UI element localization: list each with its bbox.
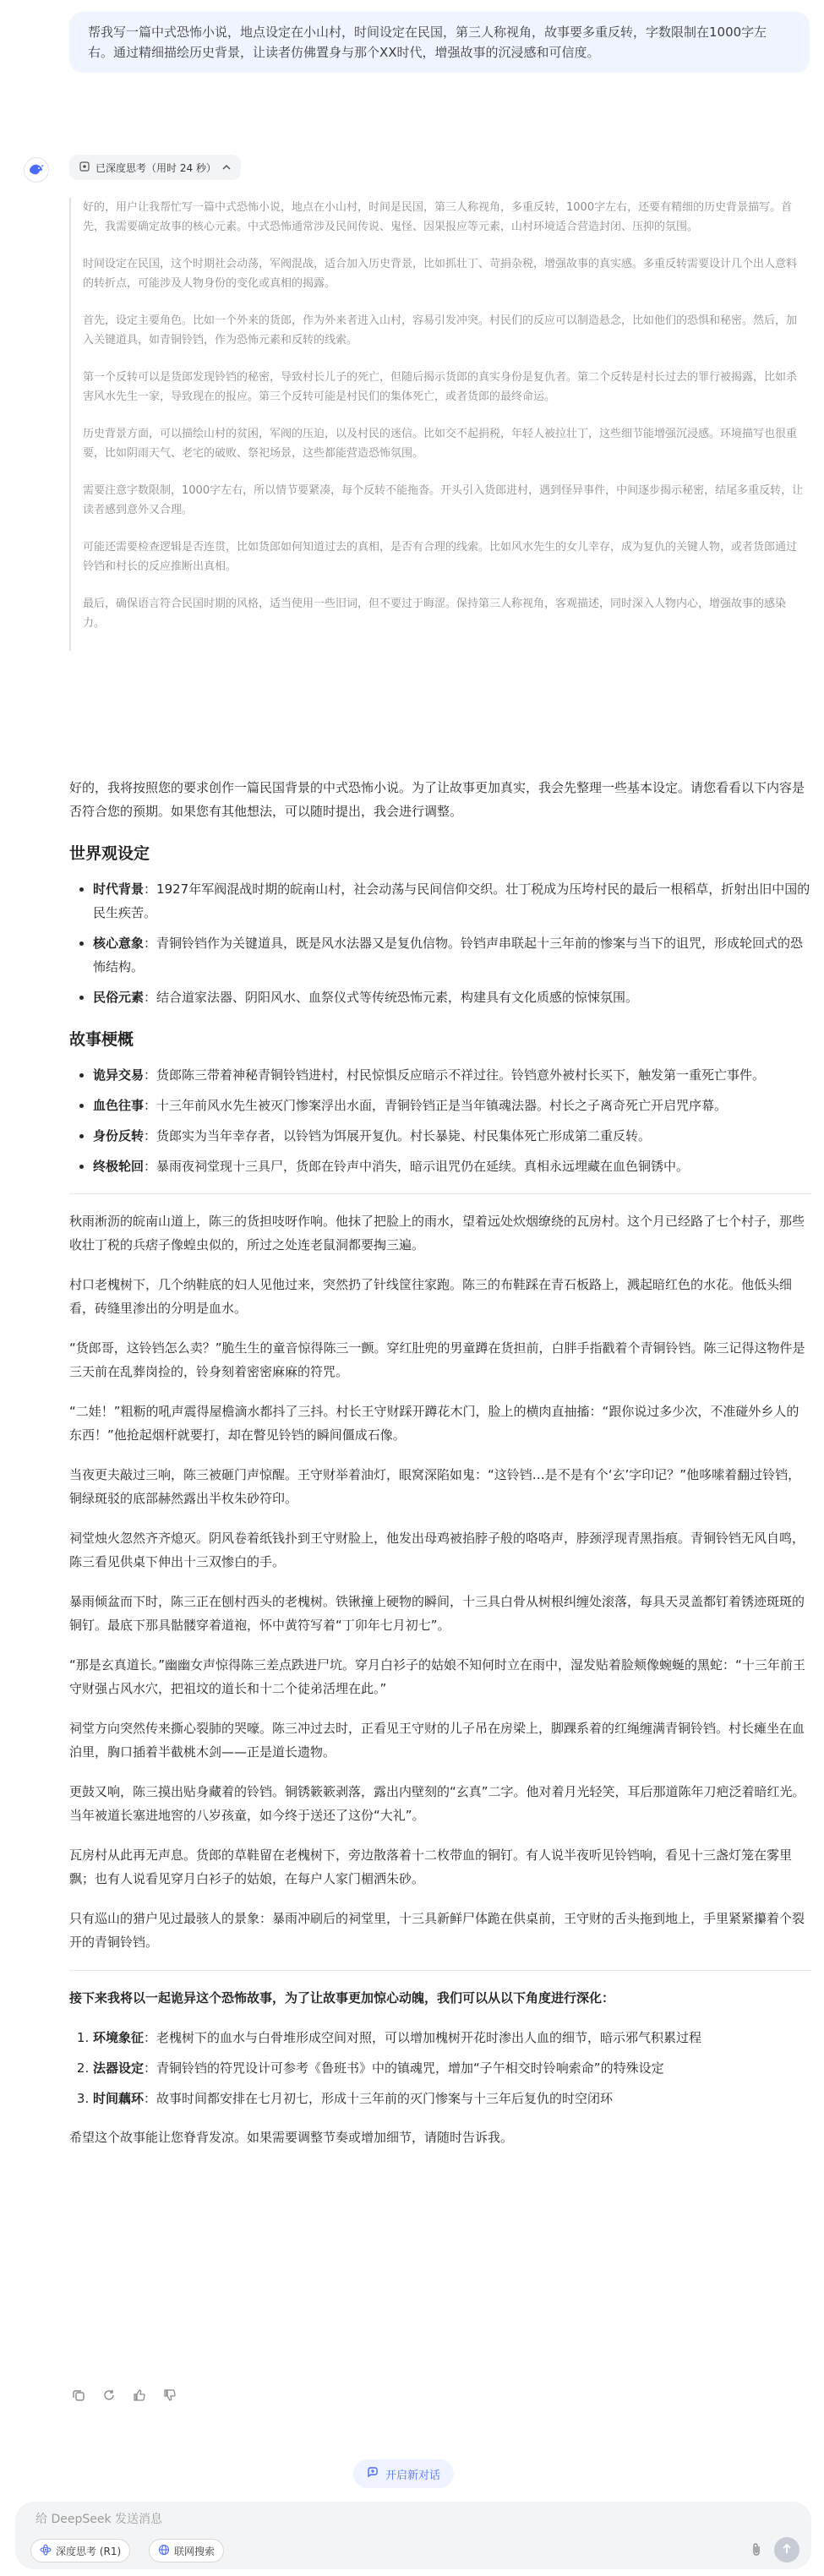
item-label: 时代背景: [93, 881, 145, 897]
new-chat-icon: [367, 2466, 379, 2481]
item-label: 血色往事: [93, 1098, 145, 1113]
new-chat-button[interactable]: [353, 2459, 454, 2488]
suggest-intro-text: 接下来我将以一起诡异这个恐怖故事，为了让故事更加惊心动魄，我们可以从以下角度进行深化：: [69, 1990, 615, 2006]
thumbs-up-icon[interactable]: [130, 2386, 149, 2404]
item-text: 老槐树下的血水与白骨堆形成空间对照，可以增加槐树开花时渗出人血的细节，暗示邪气积累过程: [156, 2030, 702, 2045]
item-text: 故事时间都安排在七月初七，形成十三年前的灭门惨案与十三年后复仇的时空闭环: [156, 2091, 614, 2106]
story-paragraph: “那是玄真道长。”幽幽女声惊得陈三差点跌进尸坑。穿月白衫子的姑娘不知何时立在雨中，湿发贴着脸颊像蜿蜒的黑蛇：“十三年前王守财强占风水穴，把祖坟的道长和十二个徒弟活埋在此。”: [69, 1657, 805, 1696]
thumbs-down-icon[interactable]: [161, 2386, 179, 2404]
deep-think-toggle[interactable]: [30, 2539, 130, 2562]
globe-icon: [158, 2544, 170, 2558]
item-text: 暴雨夜祠堂现十三具尸，货郎在铃声中消失，暗示诅咒仍在延续。真相永远埋藏在血色铜锈中。: [156, 1159, 690, 1174]
item-text: 青铜铃铛的符咒设计可参考《鲁班书》中的镇魂咒，增加“子午相交时铃响索命”的特殊设定: [156, 2060, 664, 2076]
item-text: 1927年军阀混战时期的皖南山村，社会动荡与民间信仰交织。壮丁税成为压垮村民的最后一根稻草，折射出旧中国的民生疾苦。: [93, 881, 810, 920]
list-item: • 终极轮回：暴雨夜祠堂现十三具尸，货郎在铃声中消失，暗示诅咒仍在延续。真相永远埋藏在血色铜锈中。: [93, 1154, 811, 1178]
item-label: 环境象征: [93, 2030, 145, 2045]
world-heading: 世界观设定: [69, 844, 150, 863]
item-label: 身份反转: [93, 1128, 145, 1143]
arrow-up-icon: [781, 2542, 793, 2558]
suggest-list: [69, 2026, 811, 2110]
item-text: 十三年前风水先生被灭门惨案浮出水面，青铜铃铛正是当年镇魂法器。村长之子离奇死亡开启咒序幕。: [156, 1098, 728, 1113]
web-search-label: 联网搜索: [174, 2545, 216, 2557]
story-paragraph: 暴雨倾盆而下时，陈三正在刨村西头的老槐树。铁锹撞上硬物的瞬间，十三具白骨从树根纠缠处滚落，每具天灵盖都钉着锈迹斑斑的铜钉。最底下那具骷髅穿着道袍，怀中黄符写着“丁卯年七月初七”。: [69, 1594, 805, 1633]
story-paragraph: 当夜更夫敲过三响，陈三被砸门声惊醒。王守财举着油灯，眼窝深陷如鬼：“这铃铛…是不是有个‘玄’字印记？”他哆嗦着翻过铃铛，铜绿斑驳的底部赫然露出半枚朱砂符印。: [69, 1467, 801, 1506]
thinking-paragraph: 需要注意字数限制，1000字左右，所以情节要紧凑，每个反转不能拖沓。开头引入货郎进村，遇到怪异事件，中间逐步揭示秘密，结尾多重反转，让读者感到意外又合理。: [83, 484, 804, 516]
item-label: 法器设定: [93, 2060, 145, 2076]
story-paragraph: 只有巡山的猎户见过最骇人的景象：暴雨冲刷后的祠堂里，十三具新鲜尸体跪在供桌前，王守财的舌头拖到地上，手里紧紧攥着个裂开的青铜铃铛。: [69, 1911, 805, 1950]
assistant-answer: [69, 776, 811, 2165]
list-item: • 诡异交易：货郎陈三带着神秘青铜铃铛进村，村民惊惧反应暗示不祥过往。铃铛意外被村长买下，触发第一重死亡事件。: [93, 1063, 811, 1087]
deepseek-logo-icon: [24, 157, 49, 183]
item-label: 时间藕环: [93, 2091, 145, 2106]
thinking-paragraph: 可能还需要检查逻辑是否连贯，比如货郎如何知道过去的真相，是否有合理的线索。比如风水先生的女儿幸存，成为复仇的关键人物，或者货郎通过铃铛和村长的反应推断出真相。: [83, 541, 798, 573]
thinking-paragraph: 最后，确保语言符合民国时期的风格，适当使用一些旧词，但不要过于晦涩。保持第三人称视角，客观描述，同时深入人物内心，增强故事的感染力。: [83, 598, 787, 630]
story-paragraph: “二娃！”粗粝的吼声震得屋檐滴水都抖了三抖。村长王守财踩开蹲花木门，脸上的横肉直抽搐：“跟你说过多少次，不准碰外乡人的东西！”他抢起烟杆就要打，却在瞥见铃铛的瞬间僵成石像。: [69, 1404, 799, 1443]
world-list: [69, 877, 811, 1009]
list-item: • 民俗元素：结合道家法器、阴阳风水、血祭仪式等传统恐怖元素，构建具有文化质感的惊悚氛围。: [93, 985, 811, 1009]
new-chat-label: 开启新对话: [385, 2469, 441, 2482]
thinking-paragraph: 第一个反转可以是货郎发现铃铛的秘密，导致村长儿子的死亡，但随后揭示货郎的真实身份是复仇者。第二个反转是村长过去的罪行被揭露，比如杀害风水先生一家，导致现在的报应。第三个反转可能是村民们的集体死亡，或者货郎的最终命运。: [83, 371, 798, 403]
answer-intro: 好的，我将按照您的要求创作一篇民国背景的中式恐怖小说。为了让故事更加真实，我会先整理一些基本设定。请您看看以下内容是否符合您的预期。如果您有其他想法，可以随时提出，我会进行调整。: [69, 780, 805, 819]
list-item: 1. 环境象征：老槐树下的血水与白骨堆形成空间对照，可以增加槐树开花时渗出人血的细节，暗示邪气积累过程: [93, 2026, 811, 2049]
answer-outro: 希望这个故事能让您脊背发凉。如果需要调整节奏或增加细节，请随时告诉我。: [69, 2130, 514, 2145]
message-input[interactable]: [34, 2512, 629, 2527]
story-paragraph: 秋雨淅沥的皖南山道上，陈三的货担吱呀作响。他抹了把脸上的雨水，望着远处炊烟缭绕的瓦房村。这个月已经路了七个村子，那些收壮丁税的兵痞子像蝗虫似的，所过之处连老鼠洞都要掏三遍。: [69, 1214, 805, 1253]
thinking-paragraph: 历史背景方面，可以描绘山村的贫困，军阀的压迫，以及村民的迷信。比如交不起捐税，年轻人被拉壮丁，这些细节能增强沉浸感。环境描写也很重要，比如阴雨天气、老宅的破败、祭祀场景，这些都能营造恐怖氛围。: [83, 428, 798, 460]
outline-heading: 故事梗概: [69, 1030, 134, 1049]
paperclip-icon[interactable]: [745, 2539, 767, 2561]
item-label: 民俗元素: [93, 990, 145, 1005]
regenerate-icon[interactable]: [100, 2386, 118, 2404]
story-paragraph: 瓦房村从此再无声息。货郎的草鞋留在老槐树下，旁边散落着十二枚带血的铜钉。有人说半夜听见铃铛响，看见十三盏灯笼在雾里飘；也有人说看见穿月白衫子的姑娘，在每户人家门楣洒朱砂。: [69, 1847, 793, 1886]
item-text: 结合道家法器、阴阳风水、血祭仪式等传统恐怖元素，构建具有文化质感的惊悚氛围。: [156, 990, 639, 1005]
thinking-paragraph: 时间设定在民国，这个时期社会动荡，军阀混战，适合加入历史背景，比如抓壮丁、苛捐杂税，增强故事的真实感。多重反转需要设计几个出人意料的转折点，可能涉及人物身份的变化或真相的揭露。: [83, 258, 798, 290]
item-text: 货郎陈三带着神秘青铜铃铛进村，村民惊惧反应暗示不祥过往。铃铛意外被村长买下，触发第一重死亡事件。: [156, 1067, 766, 1083]
thinking-paragraph: 好的，用户让我帮忙写一篇中式恐怖小说，地点在小山村，时间是民国，第三人称视角，多重反转，1000字左右，还要有精细的历史背景描写。首先，我需要确定故事的核心元素。中式恐怖通常涉及民间传说、鬼怪、因果报应等元素，山村环境适合营造封闭、压抑的氛围。: [83, 201, 793, 233]
outline-list: [69, 1063, 811, 1178]
list-item: • 时代背景：1927年军阀混战时期的皖南山村，社会动荡与民间信仰交织。壮丁税成为压垮村民的最后一根稻草，折射出旧中国的民生疾苦。: [93, 877, 811, 925]
list-item: 2. 法器设定：青铜铃铛的符咒设计可参考《鲁班书》中的镇魂咒，增加“子午相交时铃响索命”的特殊设定: [93, 2056, 811, 2080]
list-item: • 血色往事：十三年前风水先生被灭门惨案浮出水面，青铜铃铛正是当年镇魂法器。村长之子离奇死亡开启咒序幕。: [93, 1094, 811, 1117]
item-text: 青铜铃铛作为关键道具，既是风水法器又是复仇信物。铃铛声串联起十三年前的惨案与当下的诅咒，形成轮回式的恐怖结构。: [93, 936, 804, 974]
suggest-intro: [69, 1986, 811, 2010]
user-message: [69, 12, 810, 73]
divider: [69, 1970, 811, 1971]
thinking-toggle[interactable]: [69, 155, 241, 180]
user-message-text: 帮我写一篇中式恐怖小说，地点设定在小山村，时间设定在民国，第三人称视角，故事要多重反转，字数限制在1000字左右。通过精细描绘历史背景，让读者仿佛置身与那个XX时代，增强故事的沉浸感和可信度。: [88, 25, 767, 60]
message-actions: [69, 2386, 179, 2404]
item-label: 核心意象: [93, 936, 145, 951]
story-paragraph: 祠堂烛火忽然齐齐熄灭。阴风卷着纸钱扑到王守财脸上，他发出母鸡被掐脖子般的咯咯声，脖颈浮现青黑指痕。青铜铃铛无风自鸣，陈三看见供桌下伸出十三双惨白的手。: [69, 1531, 805, 1569]
atom-icon: [40, 2544, 52, 2558]
item-text: 货郎实为当年幸存者，以铃铛为饵展开复仇。村长暴毙、村民集体死亡形成第二重反转。: [156, 1128, 652, 1143]
thinking-paragraph: 首先，设定主要角色。比如一个外来的货郎，作为外来者进入山村，容易引发冲突。村民们的反应可以制造悬念，比如他们的恐惧和秘密。然后，加入关键道具，如青铜铃铛，作为恐怖元素和反转的线索。: [83, 314, 798, 347]
message-composer: [15, 2502, 811, 2569]
deep-think-label: 深度思考 (R1): [56, 2545, 122, 2557]
story-paragraph: “货郎哥，这铃铛怎么卖？”脆生生的童音惊得陈三一颤。穿红肚兜的男童蹲在货担前，白胖手指戳着个青铜铃铛。陈三记得这物件是三天前在乱葬岗捡的，铃身刻着密密麻麻的符咒。: [69, 1340, 805, 1379]
item-label: 终极轮回: [93, 1159, 145, 1174]
send-button[interactable]: [774, 2537, 799, 2562]
story-paragraph: 村口老槐树下，几个纳鞋底的妇人见他过来，突然扔了针线筐往家跑。陈三的布鞋踩在青石板路上，溅起暗红色的水花。他低头细看，砖缝里渗出的分明是血水。: [69, 1277, 793, 1316]
divider: [69, 1193, 811, 1194]
list-item: 3. 时间藕环：故事时间都安排在七月初七，形成十三年前的灭门惨案与十三年后复仇的时空闭环: [93, 2087, 811, 2110]
thinking-content: [69, 198, 806, 651]
list-item: • 身份反转：货郎实为当年幸存者，以铃铛为饵展开复仇。村长暴毙、村民集体死亡形成第二重反转。: [93, 1124, 811, 1148]
thinking-label: 已深度思考（用时 24 秒）: [95, 161, 216, 174]
chevron-up-icon: [222, 161, 231, 173]
atom-icon: [79, 161, 90, 174]
story-paragraph: 祠堂方向突然传来撕心裂肺的哭嚎。陈三冲过去时，正看见王守财的儿子吊在房梁上，脚踝系着的红绳缠满青铜铃铛。村长瘫坐在血泊里，胸口插着半截桃木剑——正是道长遗物。: [69, 1721, 805, 1760]
story-paragraph: 更鼓又响，陈三摸出贴身藏着的铃铛。铜锈簌簌剥落，露出内壁刻的“玄真”二字。他对着月光轻笑，耳后那道陈年刀疤泛着暗红光。当年被道长塞进地窖的八岁孩童，如今终于送还了这份“大礼”。: [69, 1784, 805, 1823]
web-search-toggle[interactable]: [149, 2539, 224, 2562]
list-item: • 核心意象：青铜铃铛作为关键道具，既是风水法器又是复仇信物。铃铛声串联起十三年前的惨案与当下的诅咒，形成轮回式的恐怖结构。: [93, 931, 811, 979]
item-label: 诡异交易: [93, 1067, 145, 1083]
copy-icon[interactable]: [69, 2386, 88, 2404]
